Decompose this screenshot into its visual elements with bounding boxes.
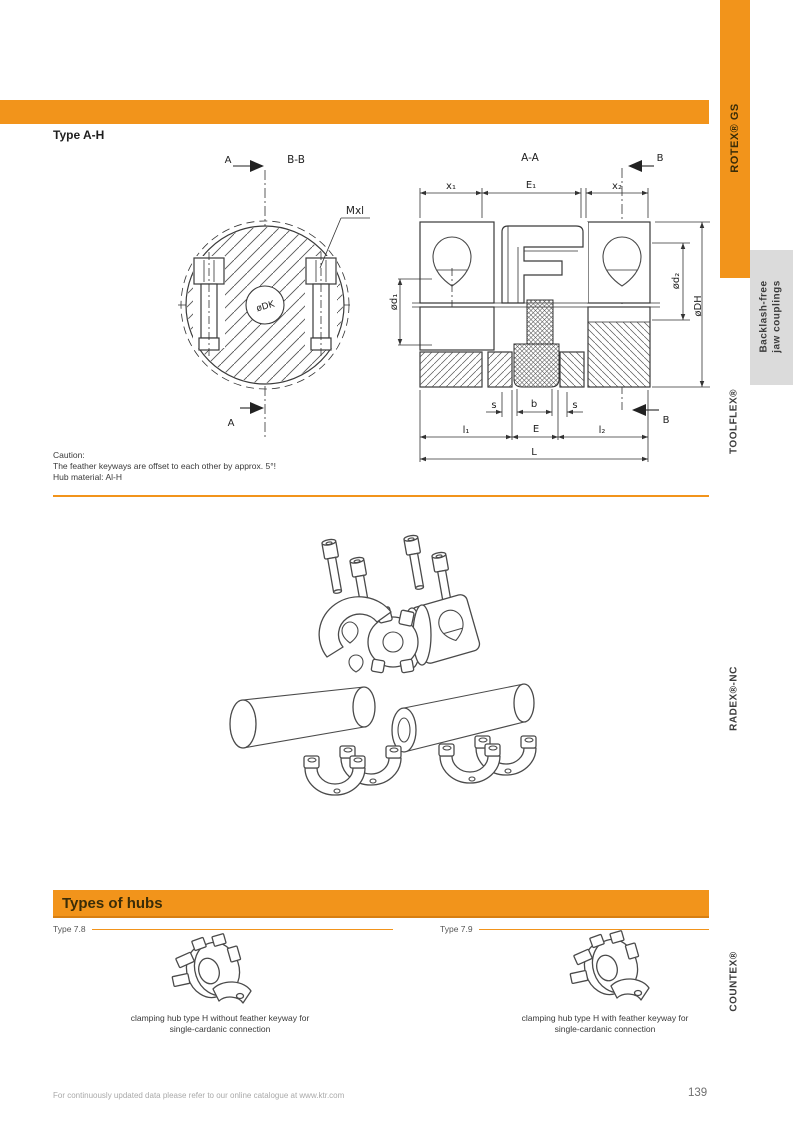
page-number: 139 (688, 1087, 708, 1099)
section-a-bottom: A (227, 418, 235, 429)
footer-note: For continuously updated data please refer to our online catalogue at www.ktr.com (53, 1091, 345, 1100)
hub-caption-left-line1: clamping hub type H without feather keyway for (130, 1013, 310, 1023)
tab-rotex-gs-label: ROTEX® GS (729, 103, 741, 173)
dim-sbs-row (486, 392, 583, 417)
dim-top-row (420, 180, 648, 218)
caution-line3: Hub material: Al-H (53, 472, 122, 483)
dim-x2: x₂ (612, 181, 622, 192)
dim-l1: l₁ (462, 425, 470, 436)
dim-l2: l₂ (598, 425, 606, 436)
clamping-screw-left (193, 252, 225, 356)
section-divider (53, 495, 709, 497)
dim-x1: x₁ (446, 181, 456, 192)
shaft-left (230, 687, 375, 748)
label-dh: øDH (693, 295, 704, 317)
hub-caption-left (75, 1013, 365, 1034)
tab-countex-label[interactable]: COUNTEX® (728, 951, 740, 1012)
caution-note (53, 450, 276, 483)
tab-radex-label[interactable]: RADEX®-NC (728, 666, 740, 731)
header-bar (0, 100, 709, 124)
dim-e: E (532, 424, 540, 435)
view-bb-drawing (178, 154, 370, 438)
dim-d2 (652, 243, 690, 320)
hub-illustration-right (545, 930, 665, 1008)
shaft-right (392, 684, 534, 752)
tab-backlash-free-label (759, 252, 784, 382)
hub-illustration-left (147, 933, 267, 1011)
label-d1: ød₁ (389, 293, 400, 311)
section-a-top: A (224, 155, 232, 166)
label-mxl: Mxl (345, 205, 365, 217)
view-aa-drawing (389, 152, 710, 462)
types-of-hubs-title: Types of hubs (62, 894, 163, 912)
clamping-screw-right (305, 252, 337, 356)
dim-s-right: s (572, 400, 578, 411)
hub-caption-left-line2: single-cardanic connection (169, 1023, 271, 1034)
dim-b: b (530, 399, 538, 410)
section-b-bottom: B (662, 415, 670, 426)
technical-drawing (140, 145, 715, 475)
caution-line1: Caution: (53, 450, 85, 460)
hub-type-left-rule (92, 929, 393, 930)
exploded-view (180, 515, 580, 825)
hub-caption-right-line1: clamping hub type H with feather keyway for (521, 1013, 689, 1023)
coupling-assembly (319, 593, 481, 673)
dim-s-left: s (491, 400, 497, 411)
view-bb-label: B-B (287, 154, 305, 166)
page-title: Type A-H (53, 128, 105, 142)
backlash-line1: Backlash-free (758, 280, 770, 353)
clamp-group-left (304, 746, 401, 795)
caution-line2: The feather keyways are offset to each other by approx. 5°! (53, 461, 276, 472)
tab-toolflex-label[interactable]: TOOLFLEX® (728, 388, 740, 455)
section-b-top: B (656, 153, 664, 164)
view-aa-label: A-A (521, 152, 539, 164)
dim-e1: E₁ (525, 180, 537, 191)
label-d2: ød₂ (671, 272, 682, 290)
hub-caption-right (460, 1013, 750, 1034)
hub-type-left-label: Type 7.8 (53, 924, 86, 934)
label-dk: øDK (255, 299, 276, 315)
dim-l: L (531, 447, 537, 458)
hub-caption-right-line2: single-cardanic connection (554, 1023, 656, 1034)
clamp-group-right (439, 736, 536, 783)
hub-type-right-label: Type 7.9 (440, 924, 473, 934)
backlash-line2: jaw couplings (771, 280, 782, 353)
dim-dh (652, 222, 710, 387)
types-of-hubs-banner (53, 890, 709, 918)
claw-section (497, 222, 588, 303)
